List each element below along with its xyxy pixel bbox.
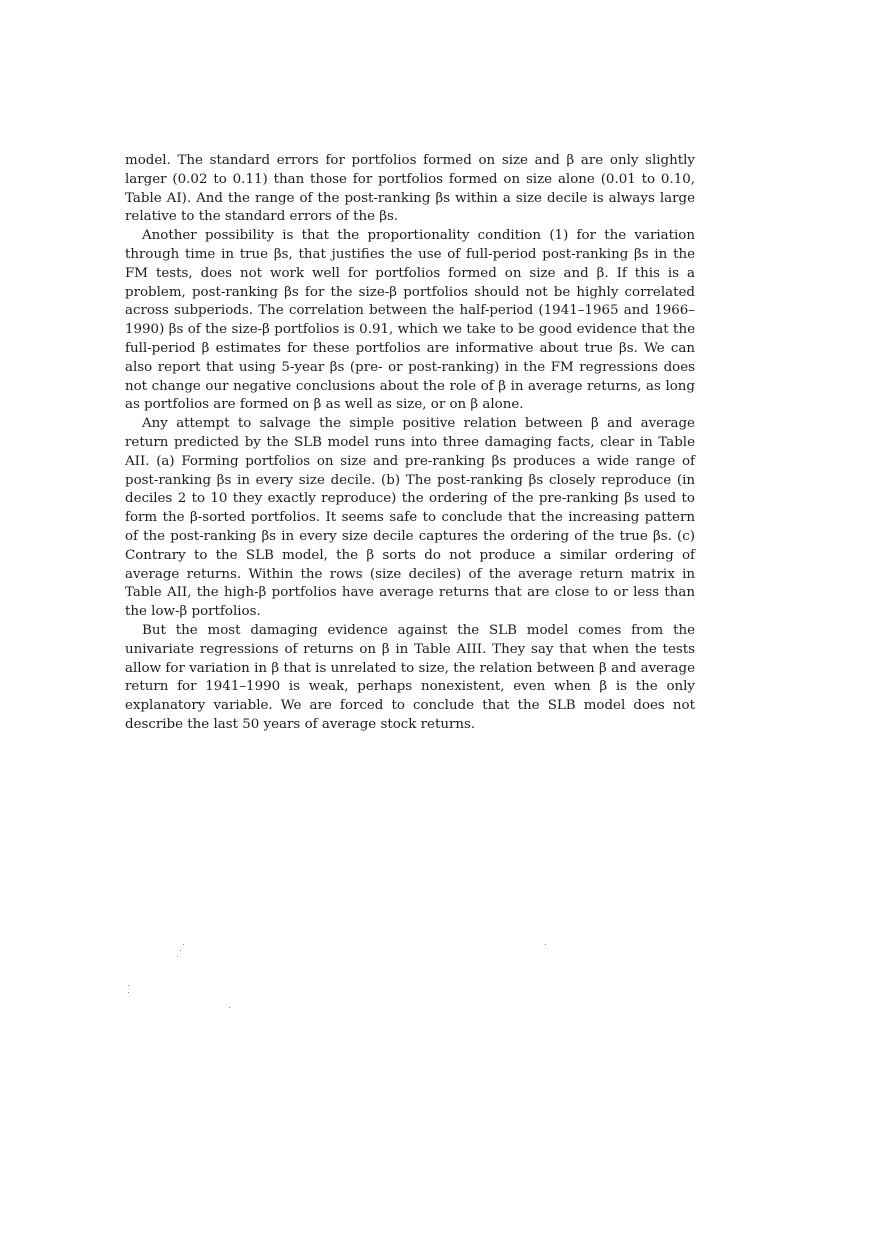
paragraph-continued: model. The standard errors for portfolios formed on size and β are only slightly larger (0.02 to 0.11) than those for portfolios formed on size alone (0.01 to 0.10, Table AI). And the range of the post-ranking βs within a size decile is always large relative to the standard errors of the βs.	[125, 153, 695, 225]
body-text	[125, 152, 695, 735]
paragraph-damaging-facts: Any attempt to salvage the simple positive relation between β and average return predicted by the SLB model runs into three damaging facts, clear in Table AII. (a) Forming portfolios on size and pre-ranking βs produces a wide range of post-ranking βs in every size decile. (b) The post-ranking βs closely reproduce (in deciles 2 to 10 they exactly reproduce) the ordering of the pre-ranking βs used to form the β-sorted portfolios. It seems safe to conclude that the increasing pattern of the post-ranking βs in every size decile captures the ordering of the true βs. (c) Contrary to the SLB model, the β sorts do not produce a similar ordering of average returns. Within the rows (size deciles) of the average return matrix in Table AII, the high-β portfolios have average returns that are close to or less than the low-β portfolios.	[125, 416, 695, 620]
scan-speck	[128, 992, 129, 993]
paragraph-proportionality: Another possibility is that the proportionality condition (1) for the variation through time in true βs, that justifies the use of full-period post-ranking βs in the FM tests, does not work well for portfolios formed on size and β. If this is a problem, post-ranking βs for the size-β portfolios should not be highly correlated across subperiods. The correlation between the half-period (1941–1965 and 1966–1990) βs of the size-β portfolios is 0.91, which we take to be good evidence that the full-period β estimates for these portfolios are informative about true βs. We can also report that using 5-year βs (pre- or post-ranking) in the FM regressions does not change our negative conclusions about the role of β in average returns, as long as portfolios are formed on β as well as size, or on β alone.	[125, 228, 695, 413]
scan-speck	[545, 944, 546, 945]
scan-speck	[177, 956, 178, 957]
scan-speck	[229, 1007, 230, 1008]
scan-speck	[183, 944, 184, 945]
scan-speck	[128, 985, 129, 986]
paragraph-conclusion: But the most damaging evidence against the SLB model comes from the univariate regressions of returns on β in Table AIII. They say that when the tests allow for variation in β that is unrelated to size, the relation between β and average return for 1941–1990 is weak, perhaps nonexistent, even when β is the only explanatory variable. We are forced to conclude that the SLB model does not describe the last 50 years of average stock returns.	[125, 622, 695, 732]
scan-speck	[180, 950, 181, 951]
